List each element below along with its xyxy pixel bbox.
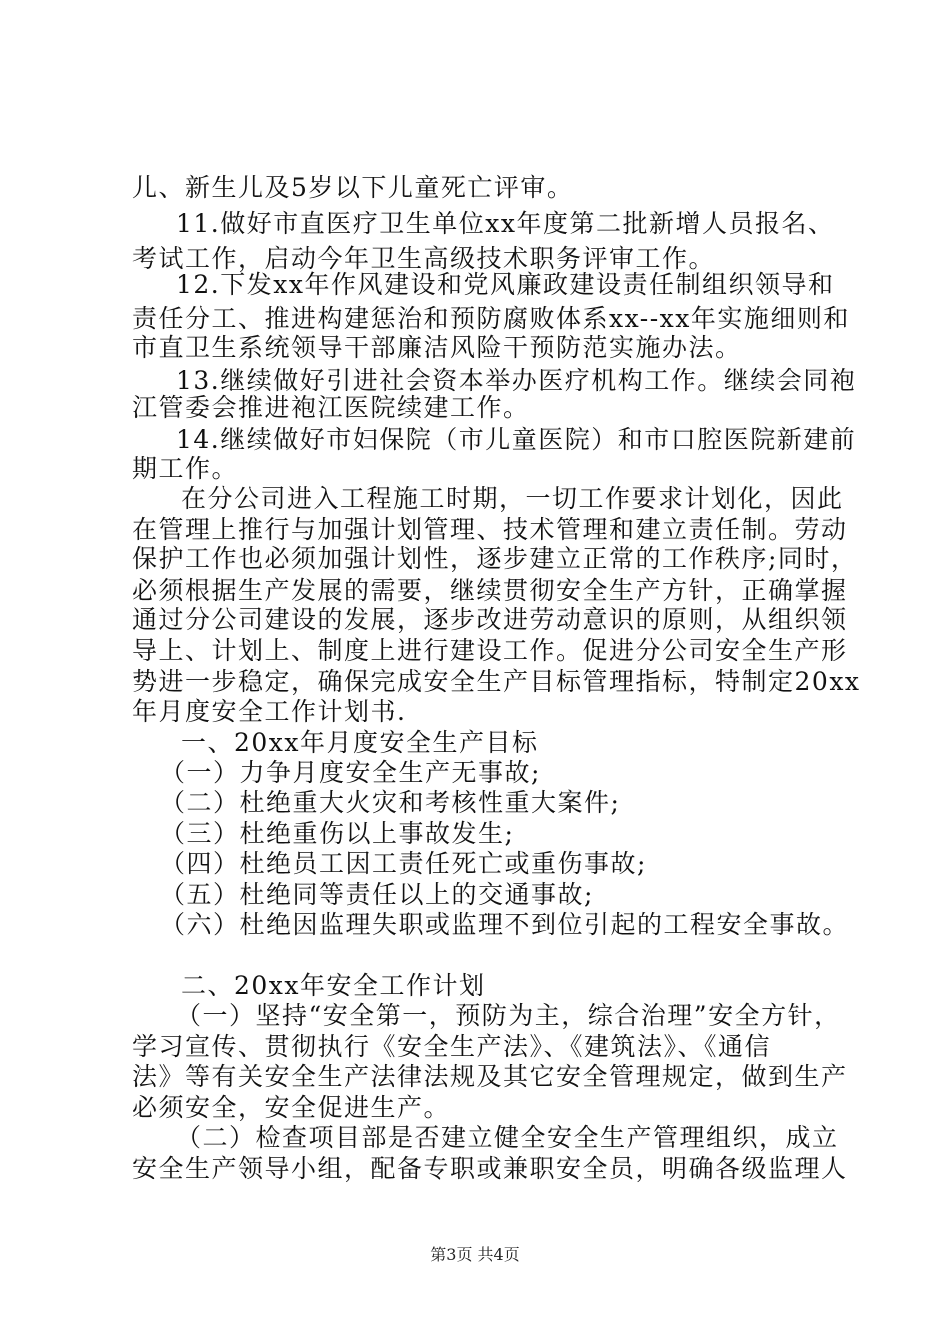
text-line: 通过分公司建设的发展，逐步改进劳动意识的原则，从组织领	[132, 605, 848, 634]
list-item: （一）力争月度安全生产无事故;	[160, 758, 541, 787]
text-line: 市直卫生系统领导干部廉洁风险干预防范实施办法。	[132, 333, 742, 362]
text-line: 12.下发xx年作风建设和党风廉政建设责任制组织领导和	[176, 270, 835, 299]
text-line: 期工作。	[132, 454, 239, 483]
text-line: 必须根据生产发展的需要，继续贯彻安全生产方针，正确掌握	[132, 576, 848, 605]
text-line: 考试工作，启动今年卫生高级技术职务评审工作。	[132, 244, 716, 273]
text-line: 在分公司进入工程施工时期，一切工作要求计划化，因此	[181, 484, 844, 513]
text-line: 学习宣传、贯彻执行《安全生产法》、《建筑法》、《通信	[132, 1032, 772, 1061]
text-line: 导上、计划上、制度上进行建设工作。促进分公司安全生产形	[132, 636, 848, 665]
text-line: 安全生产领导小组，配备专职或兼职安全员，明确各级监理人	[132, 1154, 848, 1183]
page-number-footer: 第3页 共4页	[430, 1245, 520, 1264]
list-item: （四）杜绝员工因工责任死亡或重伤事故;	[160, 849, 647, 878]
text-line: 必须安全，安全促进生产。	[132, 1093, 451, 1122]
text-line: 11.做好市直医疗卫生单位xx年度第二批新增人员报名、	[176, 209, 835, 238]
section-heading: 一、20xx年月度安全生产目标	[181, 728, 539, 757]
text-line: 儿、新生儿及5岁以下儿童死亡评审。	[132, 173, 574, 202]
text-line: （二）检查项目部是否建立健全安全生产管理组织，成立	[176, 1123, 839, 1152]
text-line: 13.继续做好引进社会资本举办医疗机构工作。继续会同袍	[176, 366, 857, 395]
text-line: 江管委会推进袍江医院续建工作。	[132, 393, 530, 422]
text-line: 法》等有关安全生产法律法规及其它安全管理规定，做到生产	[132, 1062, 848, 1091]
list-item: （三）杜绝重伤以上事故发生;	[160, 819, 515, 848]
text-line: 在管理上推行与加强计划管理、技术管理和建立责任制。劳动	[132, 515, 848, 544]
text-line: 保护工作也必须加强计划性，逐步建立正常的工作秩序;同时，	[132, 544, 858, 573]
text-line: （一）坚持“安全第一，预防为主，综合治理”安全方针，	[176, 1001, 841, 1030]
list-item: （五）杜绝同等责任以上的交通事故;	[160, 880, 594, 909]
list-item: （二）杜绝重大火灾和考核性重大案件;	[160, 788, 621, 817]
text-line: 14.继续做好市妇保院（市儿童医院）和市口腔医院新建前	[176, 425, 857, 454]
text-line: 年月度安全工作计划书.	[132, 697, 407, 726]
text-line: 势进一步稳定，确保完成安全生产目标管理指标，特制定20xx	[132, 667, 861, 696]
text-line: 责任分工、推进构建惩治和预防腐败体系xx--xx年实施细则和	[132, 304, 850, 333]
list-item: （六）杜绝因监理失职或监理不到位引起的工程安全事故。	[160, 910, 850, 939]
section-heading: 二、20xx年安全工作计划	[181, 971, 486, 1000]
